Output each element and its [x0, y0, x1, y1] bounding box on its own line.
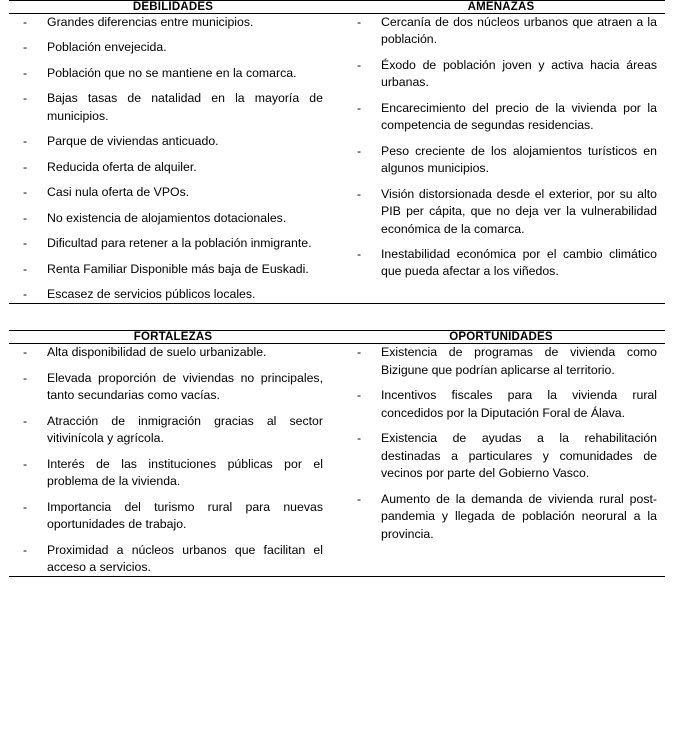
- swot-content-row-top: [9, 14, 665, 304]
- list-item: [349, 344, 657, 379]
- list-item-text: No existencia de alojamientos dotacionales.: [47, 210, 287, 225]
- list-item: [15, 456, 323, 491]
- list-item-text: Visión distorsionada desde el exterior, por su alto PIB per cápita, que no deja ver la vulnerabilidad económica de la comarca.: [381, 186, 657, 236]
- list-item: [349, 430, 657, 482]
- list-item-text: Importancia del turismo rural para nuevas oportunidades de trabajo.: [47, 499, 323, 532]
- list-item: [15, 90, 323, 125]
- quadrant-title-oportunidades: OPORTUNIDADES: [337, 331, 665, 344]
- list-item-text: Renta Familiar Disponible más baja de Euskadi.: [47, 261, 309, 276]
- bullet-dash: -: [23, 370, 28, 385]
- list-item-text: Escasez de servicios públicos locales.: [47, 286, 256, 301]
- debilidades-list: [15, 14, 323, 303]
- spacer-cell: [9, 304, 337, 331]
- quadrant-body-amenazas: [337, 14, 665, 304]
- bullet-dash: -: [357, 431, 362, 446]
- bullet-dash: -: [357, 345, 362, 360]
- list-item-text: Existencia de ayudas a la rehabilitación destinadas a particulares y comunidades de vecinos por parte del Gobierno Vasco.: [381, 431, 657, 481]
- bullet-dash: -: [23, 542, 28, 557]
- list-item-text: Elevada proporción de viviendas no principales, tanto secundarias como vacías.: [47, 370, 323, 403]
- swot-header-row-bottom: [9, 331, 665, 344]
- quadrant-title-fortalezas: FORTALEZAS: [9, 331, 337, 344]
- bullet-dash: -: [23, 210, 28, 225]
- bullet-dash: -: [23, 40, 28, 55]
- bullet-dash: -: [23, 185, 28, 200]
- bullet-dash: -: [23, 134, 28, 149]
- bullet-dash: -: [357, 143, 362, 158]
- list-item-text: Población envejecida.: [47, 40, 167, 55]
- bullet-dash: -: [357, 15, 362, 29]
- oportunidades-list: [349, 344, 657, 543]
- list-item: [349, 387, 657, 422]
- list-item: [349, 57, 657, 92]
- list-item-text: Peso creciente de los alojamientos turísticos en algunos municipios.: [381, 143, 657, 176]
- list-item: [15, 286, 323, 303]
- quadrant-body-fortalezas: [9, 344, 337, 577]
- swot-matrix-table: [9, 0, 665, 577]
- bullet-dash: -: [23, 345, 28, 360]
- list-item: [349, 186, 657, 238]
- list-item-text: Interés de las instituciones públicas por el problema de la vivienda.: [47, 456, 323, 489]
- quadrant-title-amenazas: AMENAZAS: [337, 1, 665, 14]
- list-item-text: Inestabilidad económica por el cambio climático que pueda afectar a los viñedos.: [381, 246, 657, 279]
- bullet-dash: -: [23, 159, 28, 174]
- bullet-dash: -: [23, 413, 28, 428]
- list-item-text: Casi nula oferta de VPOs.: [47, 185, 190, 200]
- list-item-text: Aumento de la demanda de vivienda rural post-pandemia y llegada de población neorural a la provincia.: [381, 491, 657, 541]
- list-item: [15, 14, 323, 31]
- list-item: [349, 143, 657, 178]
- bullet-dash: -: [357, 100, 362, 115]
- list-item-text: Dificultad para retener a la población inmigrante.: [47, 236, 312, 251]
- swot-header-row-top: [9, 1, 665, 14]
- fortalezas-list: [15, 344, 323, 576]
- bullet-dash: -: [23, 15, 28, 29]
- swot-content-row-bottom: [9, 344, 665, 577]
- list-item: [15, 261, 323, 278]
- bullet-dash: -: [23, 499, 28, 514]
- list-item-text: Encarecimiento del precio de la vivienda por la competencia de segundas residencias.: [381, 100, 657, 133]
- list-item: [15, 542, 323, 577]
- list-item: [15, 413, 323, 448]
- list-item-text: Incentivos fiscales para la vivienda rural concedidos por la Diputación Foral de Álava.: [381, 388, 657, 420]
- spacer-cell: [337, 304, 665, 331]
- list-item: [349, 14, 657, 49]
- swot-spacer-row: [9, 304, 665, 331]
- list-item: [15, 370, 323, 405]
- bullet-dash: -: [357, 57, 362, 72]
- amenazas-list: [349, 14, 657, 281]
- quadrant-body-oportunidades: [337, 344, 665, 577]
- bullet-dash: -: [357, 491, 362, 506]
- list-item-text: Cercanía de dos núcleos urbanos que atraen a la población.: [381, 15, 657, 47]
- list-item-text: Población que no se mantiene en la comarca.: [47, 65, 297, 80]
- bullet-dash: -: [23, 65, 28, 80]
- list-item-text: Parque de viviendas anticuado.: [47, 134, 219, 149]
- bullet-dash: -: [23, 91, 28, 106]
- bullet-dash: -: [23, 456, 28, 471]
- list-item-text: Atracción de inmigración gracias al sector vitivinícola y agrícola.: [47, 413, 323, 446]
- quadrant-title-debilidades: DEBILIDADES: [9, 1, 337, 14]
- list-item-text: Bajas tasas de natalidad en la mayoría de municipios.: [47, 91, 323, 123]
- bullet-dash: -: [357, 388, 362, 403]
- quadrant-body-debilidades: [9, 14, 337, 304]
- list-item-text: Proximidad a núcleos urbanos que facilitan el acceso a servicios.: [47, 542, 323, 574]
- bullet-dash: -: [23, 286, 28, 301]
- list-item-text: Grandes diferencias entre municipios.: [47, 15, 254, 29]
- bullet-dash: -: [23, 236, 28, 251]
- list-item-text: Alta disponibilidad de suelo urbanizable.: [47, 345, 267, 360]
- bullet-dash: -: [23, 261, 28, 276]
- list-item: [15, 133, 323, 150]
- list-item: [15, 210, 323, 227]
- list-item: [15, 159, 323, 176]
- list-item: [349, 246, 657, 281]
- list-item: [15, 39, 323, 56]
- list-item: [349, 491, 657, 543]
- list-item-text: Reducida oferta de alquiler.: [47, 159, 197, 174]
- list-item-text: Éxodo de población joven y activa hacia áreas urbanas.: [381, 57, 657, 90]
- list-item-text: Existencia de programas de vivienda como Bizigune que podrían aplicarse al territorio.: [381, 345, 657, 377]
- list-item: [15, 184, 323, 201]
- list-item: [15, 499, 323, 534]
- bullet-dash: -: [357, 186, 362, 201]
- list-item: [15, 235, 323, 252]
- list-item: [349, 100, 657, 135]
- list-item: [15, 65, 323, 82]
- list-item: [15, 344, 323, 361]
- bullet-dash: -: [357, 246, 362, 261]
